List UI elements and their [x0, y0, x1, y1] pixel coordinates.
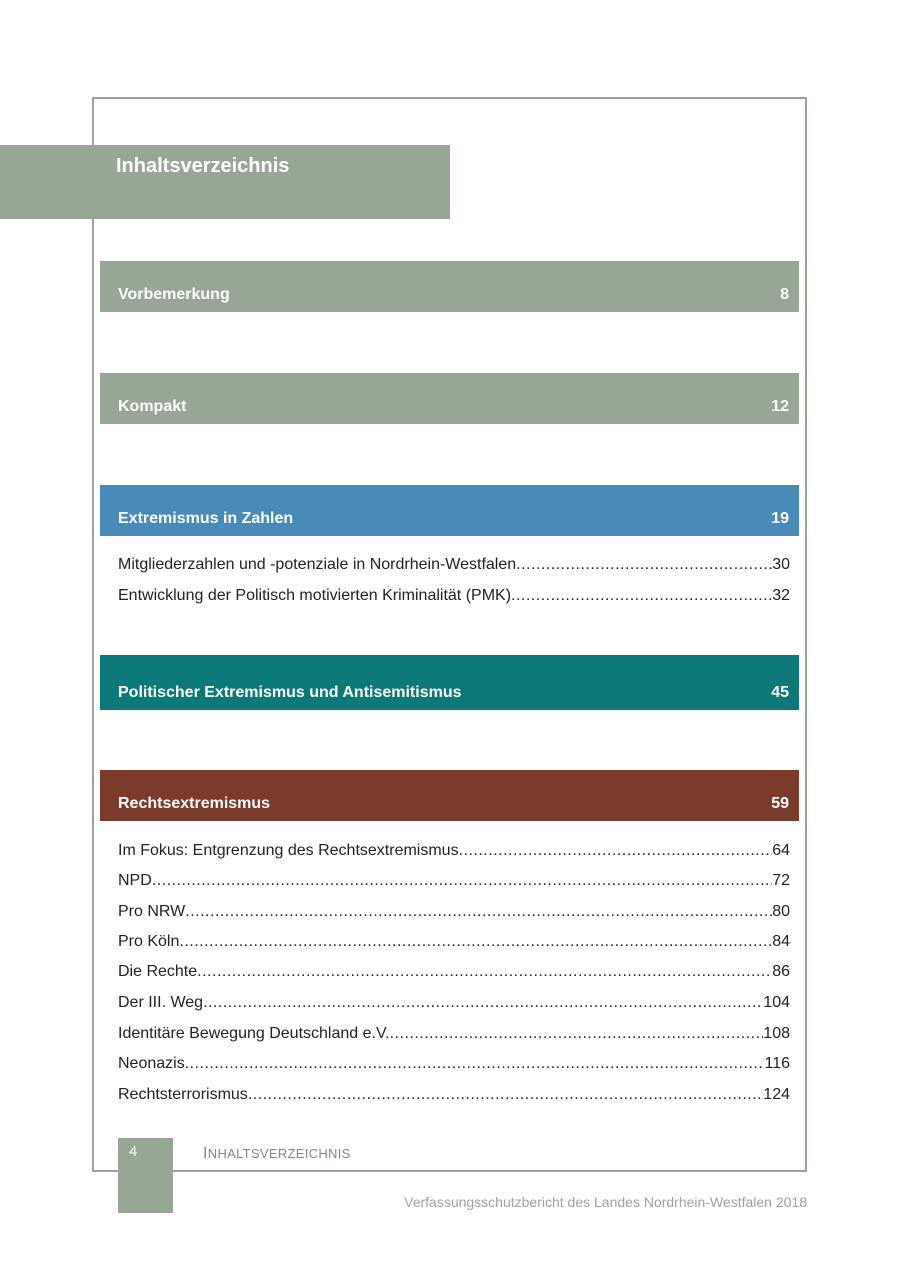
- dot-leader: [152, 872, 772, 890]
- toc-entry-title: Mitgliederzahlen und -potenziale in Nordrhein-Westfalen: [118, 556, 517, 573]
- toc-entry-title: NPD: [118, 872, 152, 889]
- section-extremismus-in-zahlen[interactable]: [100, 485, 799, 536]
- section-title: Vorbemerkung: [118, 286, 230, 303]
- toc-entry-page: 124: [763, 1086, 790, 1103]
- toc-entry[interactable]: [118, 903, 790, 925]
- toc-entry[interactable]: [118, 1025, 790, 1047]
- dot-leader: [459, 842, 773, 860]
- toc-entry-page: 80: [772, 903, 790, 920]
- dot-leader: [516, 556, 772, 574]
- dot-leader: [185, 1055, 765, 1073]
- toc-entry-page: 86: [772, 963, 790, 980]
- toc-entry-title: Identitäre Bewegung Deutschland e.V.: [118, 1025, 390, 1042]
- toc-entry-title: Entwicklung der Politisch motivierten Kriminalität (PMK): [118, 587, 512, 604]
- section-title: Extremismus in Zahlen: [118, 510, 294, 527]
- dot-leader: [248, 1086, 763, 1104]
- toc-entry[interactable]: [118, 1055, 790, 1077]
- toc-entry-page: 104: [763, 994, 790, 1011]
- toc-entry[interactable]: [118, 963, 790, 985]
- dot-leader: [511, 587, 772, 605]
- publication-title: Verfassungsschutzbericht des Landes Nordrhein-Westfalen 2018: [404, 1194, 807, 1210]
- toc-entry-title: Neonazis: [118, 1055, 185, 1072]
- toc-entry-title: Der III. Weg: [118, 994, 204, 1011]
- section-page-number: 8: [780, 286, 789, 303]
- toc-entry-page: 30: [772, 556, 790, 573]
- section-kompakt[interactable]: [100, 373, 799, 424]
- toc-entry[interactable]: [118, 872, 790, 894]
- toc-entry[interactable]: [118, 1086, 790, 1108]
- toc-entry[interactable]: [118, 842, 790, 864]
- toc-entry-title: Pro Köln: [118, 933, 180, 950]
- section-title: Politischer Extremismus und Antisemitismus: [118, 684, 462, 701]
- section-politischer-extremismus[interactable]: [100, 655, 799, 710]
- section-rechtsextremismus[interactable]: [100, 770, 799, 821]
- section-page-number: 12: [771, 398, 789, 415]
- toc-entry-title: Pro NRW: [118, 903, 186, 920]
- section-title: Rechtsextremismus: [118, 795, 271, 812]
- toc-entry[interactable]: [118, 994, 790, 1016]
- running-head: [203, 1145, 351, 1163]
- toc-entry[interactable]: [118, 587, 790, 609]
- dot-leader: [185, 903, 772, 921]
- toc-entry[interactable]: [118, 933, 790, 955]
- page-number-tab: [118, 1138, 173, 1213]
- page-title: Inhaltsverzeichnis: [116, 155, 290, 177]
- dot-leader: [197, 963, 772, 981]
- running-head-initial: I: [203, 1145, 208, 1162]
- toc-entry-page: 108: [763, 1025, 790, 1042]
- running-head-rest: NHALTSVERZEICHNIS: [207, 1146, 351, 1161]
- dot-leader: [390, 1025, 764, 1043]
- dot-leader: [203, 994, 763, 1012]
- toc-entry-title: Im Fokus: Entgrenzung des Rechtsextremismus: [118, 842, 459, 859]
- dot-leader: [179, 933, 772, 951]
- toc-entry-title: Die Rechte: [118, 963, 198, 980]
- page-number: 4: [129, 1143, 138, 1160]
- section-page-number: 45: [771, 684, 789, 701]
- toc-entry[interactable]: [118, 556, 790, 578]
- section-vorbemerkung[interactable]: [100, 261, 799, 312]
- toc-entry-page: 64: [772, 842, 790, 859]
- section-page-number: 19: [771, 510, 789, 527]
- toc-entry-page: 84: [772, 933, 790, 950]
- section-page-number: 59: [771, 795, 789, 812]
- toc-entry-page: 116: [764, 1055, 790, 1072]
- section-title: Kompakt: [118, 398, 187, 415]
- toc-entry-page: 32: [772, 587, 790, 604]
- toc-entry-page: 72: [772, 872, 790, 889]
- toc-entry-title: Rechtsterrorismus: [118, 1086, 248, 1103]
